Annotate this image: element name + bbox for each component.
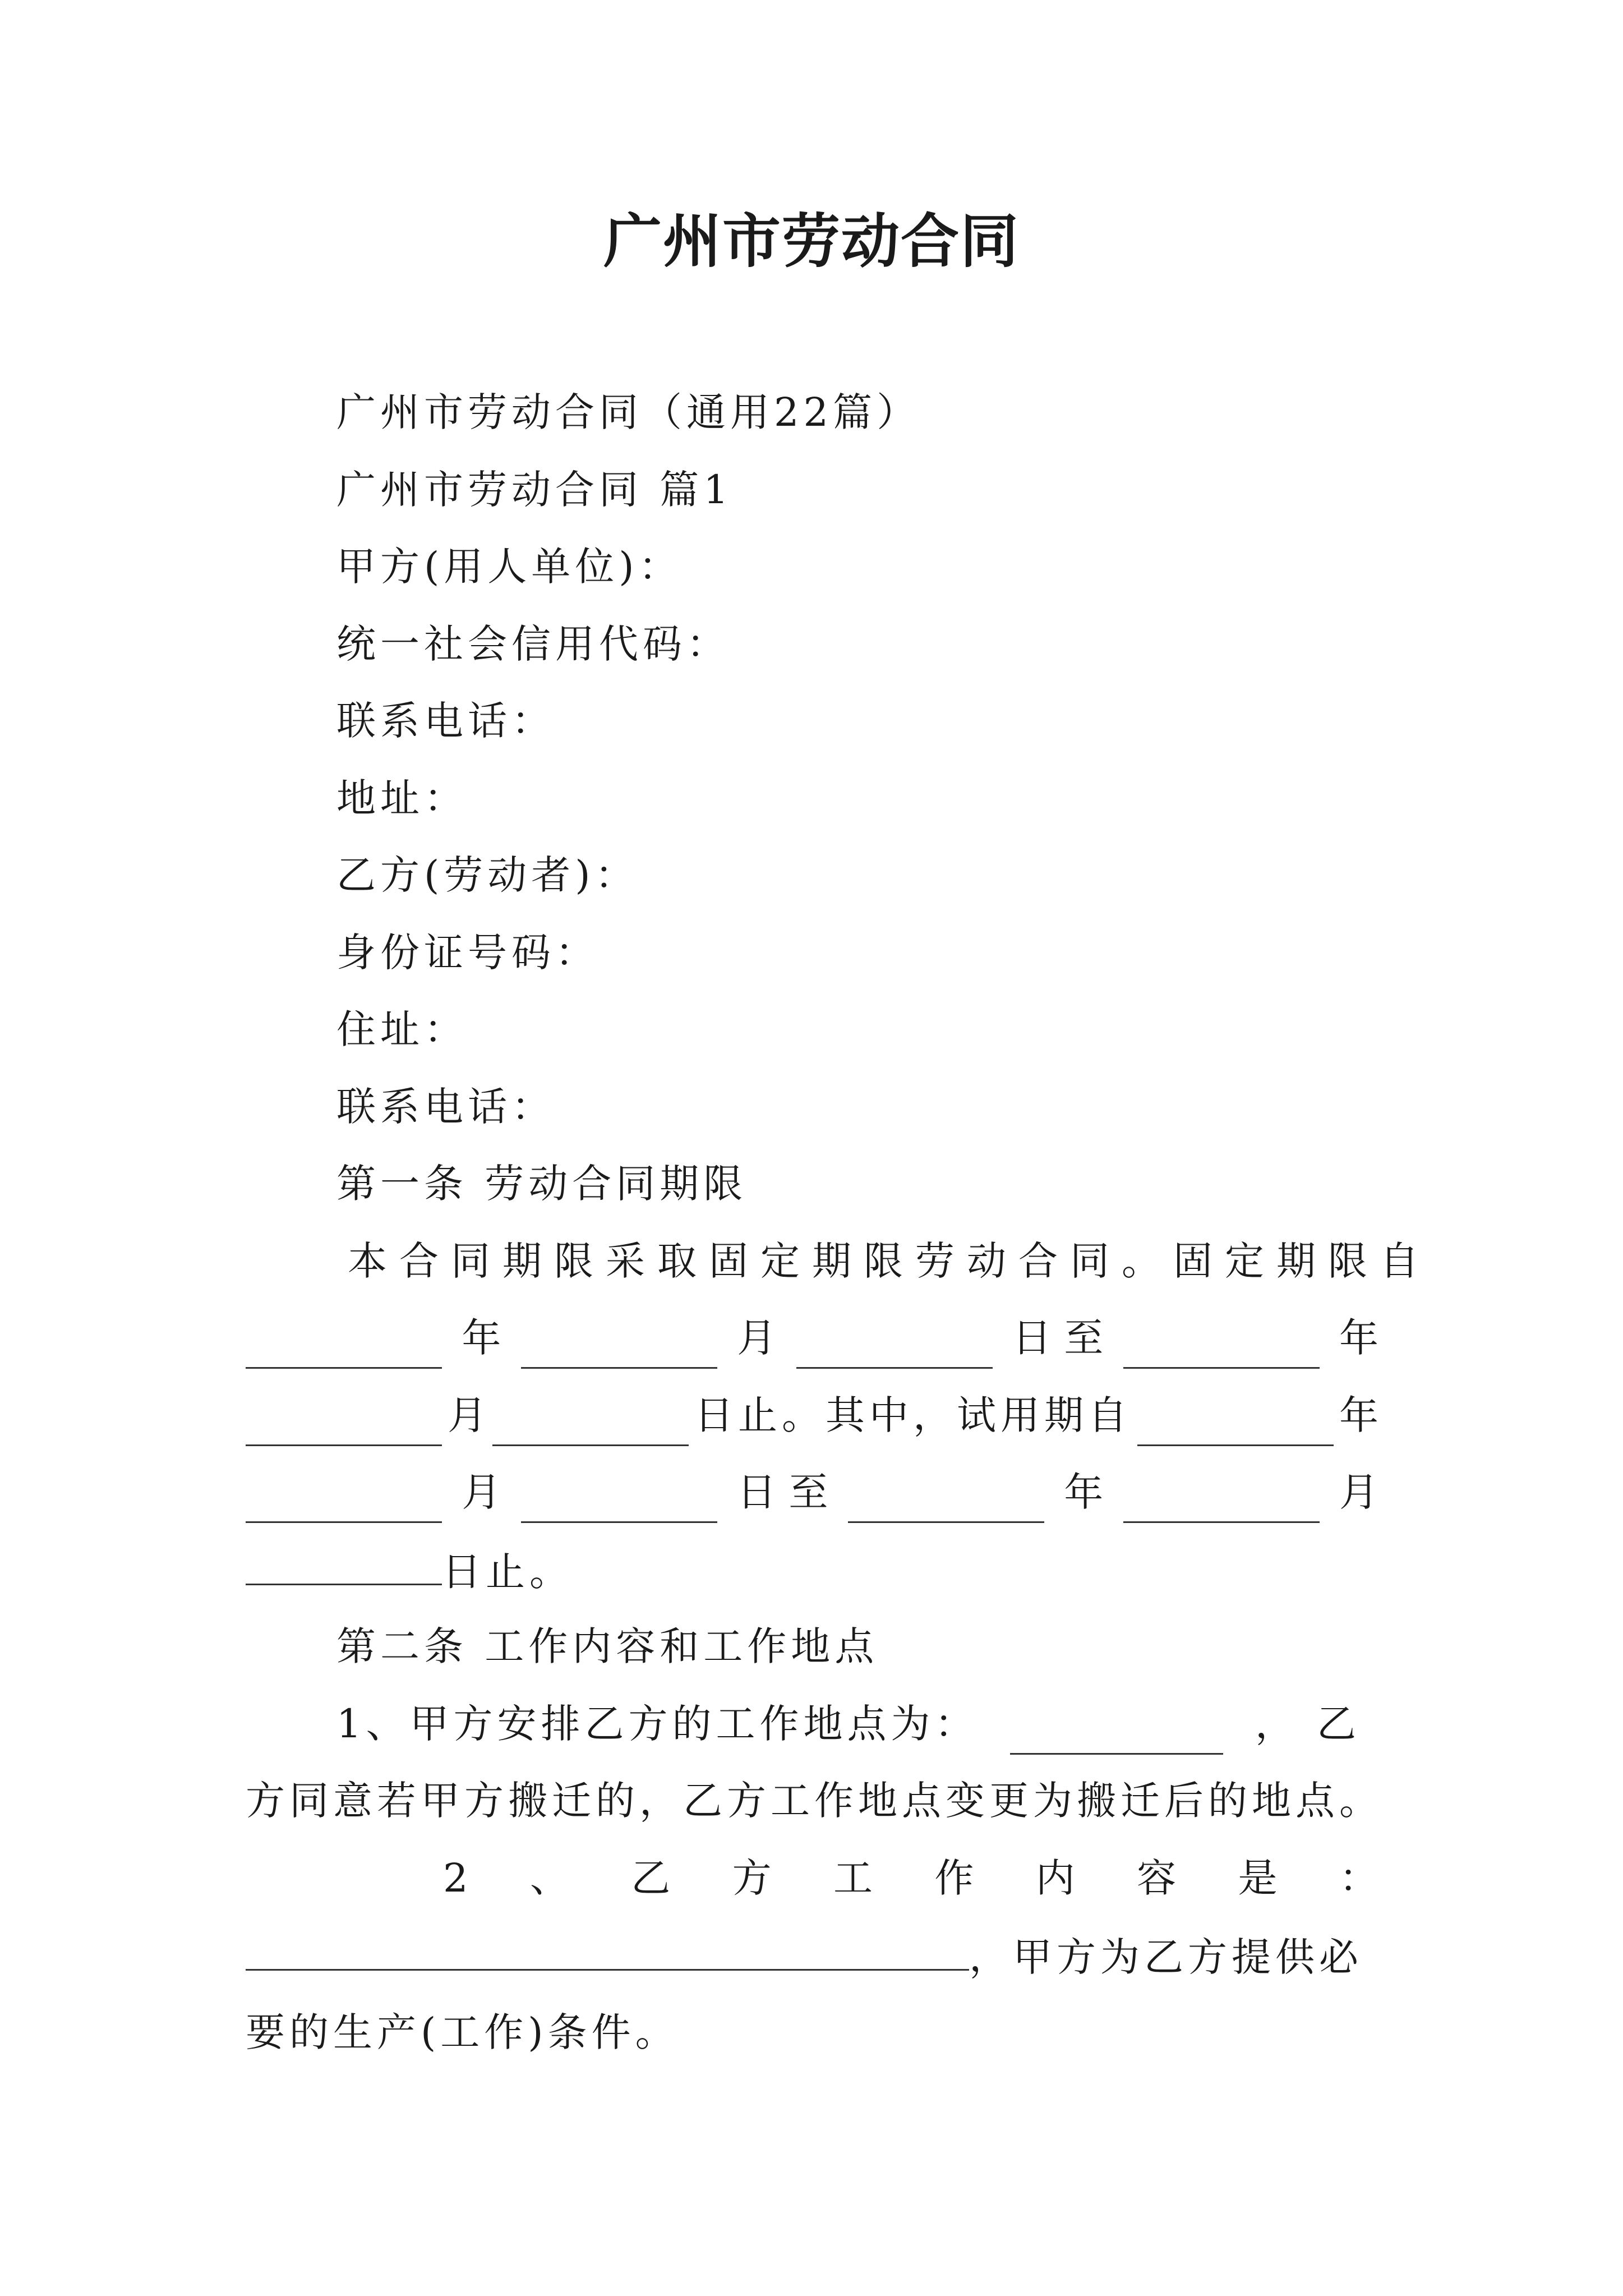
- day-end-label: 日止。: [442, 1549, 573, 1595]
- blank-field: [492, 1400, 689, 1446]
- article1-heading: 第一条 劳动合同期限: [336, 1161, 748, 1207]
- blank-field: [246, 1476, 442, 1523]
- article2-p2-line2: [246, 1924, 1363, 1988]
- blank-field: [848, 1476, 1044, 1523]
- spaced-char: 内: [1035, 1855, 1075, 1901]
- month-label: 月: [448, 1392, 487, 1438]
- day-to-label: 日 至: [737, 1469, 828, 1515]
- year-label: 年: [1339, 1392, 1378, 1438]
- year-label: 年: [1339, 1315, 1378, 1361]
- spaced-char: 作: [934, 1855, 974, 1901]
- spaced-char: 是: [1238, 1855, 1278, 1901]
- spaced-char: 方: [732, 1855, 772, 1901]
- party-b-residence-label: 住址：: [336, 1006, 468, 1052]
- blank-field: [1137, 1400, 1334, 1446]
- spaced-char: 、: [529, 1855, 569, 1901]
- section-heading: 广州市劳动合同 篇1: [336, 467, 733, 513]
- blank-field: [246, 1924, 969, 1971]
- blank-field: [796, 1322, 993, 1369]
- article1-paragraph-line1: 本合同期限采取固定期限劳动合同。固定期限自: [348, 1238, 1431, 1284]
- article2-p2-line3: 要的生产(工作)条件。: [246, 2009, 679, 2055]
- blank-field: [1010, 1708, 1223, 1755]
- day-to-label: 日 至: [1012, 1315, 1104, 1361]
- blank-field: [246, 1400, 442, 1446]
- article1-paragraph-line4: [246, 1461, 1378, 1523]
- year-label: 年: [1064, 1469, 1104, 1515]
- article1-paragraph-line5: [246, 1539, 573, 1603]
- article2-p1-line2: 方同意若甲方搬迁的，乙方工作地点变更为搬迁后的地点。: [246, 1778, 1383, 1824]
- blank-field: [246, 1322, 442, 1369]
- party-b-phone-label: 联系电话：: [336, 1084, 555, 1130]
- article2-p1-line1: [336, 1693, 1378, 1755]
- spaced-char: 工: [833, 1855, 873, 1901]
- article2-p1-end: ，乙: [1255, 1701, 1378, 1747]
- article2-p2-line2-end: ，甲方为乙方提供必: [969, 1934, 1363, 1980]
- party-a-address-label: 地址：: [336, 775, 468, 821]
- article1-paragraph-line3: [246, 1384, 1378, 1446]
- year-label: 年: [462, 1315, 501, 1361]
- document-subtitle: 广州市劳动合同（通用22篇）: [336, 389, 921, 435]
- spaced-char: 乙: [631, 1855, 671, 1901]
- blank-field: [1123, 1476, 1320, 1523]
- party-a-credit-code-label: 统一社会信用代码：: [336, 621, 730, 667]
- spaced-char: 容: [1137, 1855, 1177, 1901]
- month-label: 月: [737, 1315, 777, 1361]
- blank-field: [1123, 1322, 1320, 1369]
- party-a-phone-label: 联系电话：: [336, 698, 555, 744]
- spaced-char: 2: [443, 1855, 468, 1901]
- day-end-trial-label: 日止。其中，试用期自: [694, 1392, 1132, 1438]
- article2-p1-start: 1、甲方安排乙方的工作地点为：: [336, 1701, 979, 1747]
- party-a-label: 甲方(用人单位)：: [336, 544, 683, 590]
- article2-heading: 第二条 工作内容和工作地点: [336, 1623, 879, 1669]
- article2-p2-line1: [443, 1847, 1378, 1909]
- blank-field: [521, 1322, 717, 1369]
- spaced-char: ：: [1339, 1855, 1378, 1901]
- blank-field: [246, 1539, 442, 1585]
- document-title: 广州市劳动合同: [603, 207, 1020, 275]
- month-label: 月: [1339, 1469, 1378, 1515]
- month-label: 月: [462, 1469, 501, 1515]
- party-b-label: 乙方(劳动者)：: [336, 852, 639, 898]
- party-b-id-label: 身份证号码：: [336, 930, 599, 976]
- article1-paragraph-line2: [246, 1307, 1378, 1369]
- blank-field: [521, 1476, 717, 1523]
